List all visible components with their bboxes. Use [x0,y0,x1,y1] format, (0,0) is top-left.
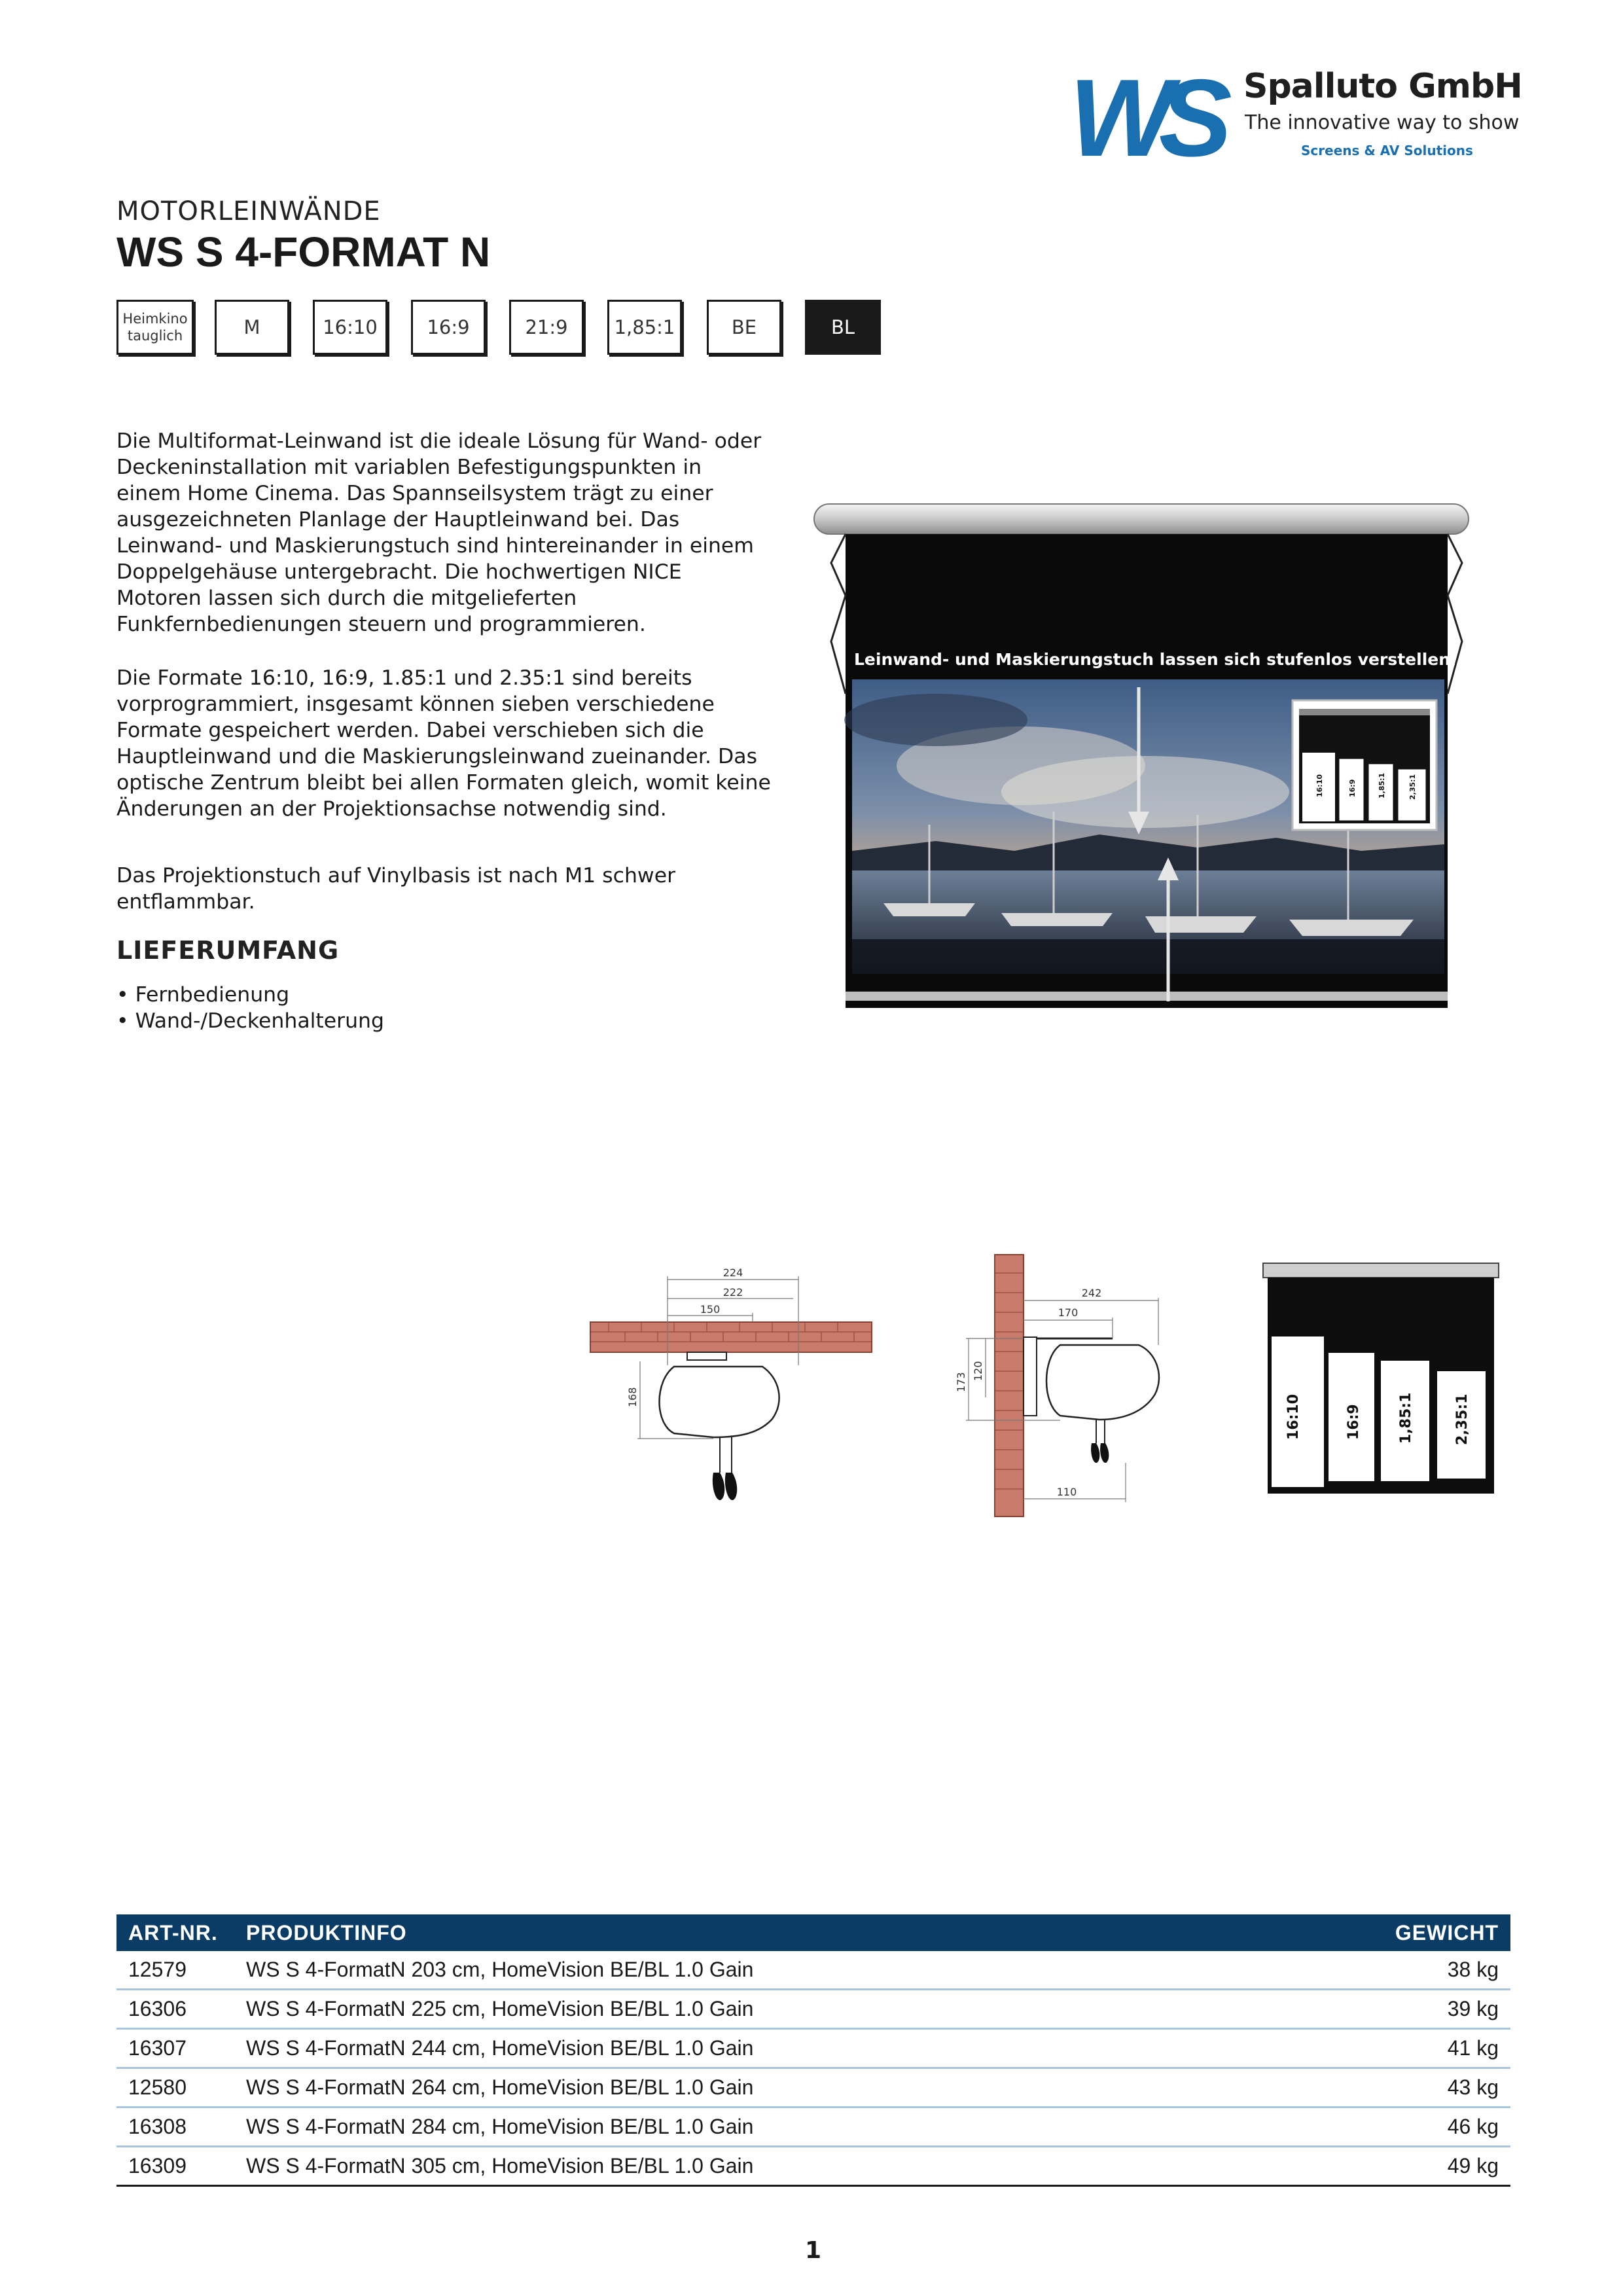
cell-weight: 43 kg [1347,2068,1510,2108]
badge-bl: BL [805,300,881,355]
company-tagline: The innovative way to show [1245,111,1520,134]
company-name: Spalluto GmbH [1243,67,1522,106]
header-art-nr: ART-NR. [116,1914,234,1951]
badge-16-10: 16:10 [313,300,387,355]
cell-weight: 41 kg [1347,2029,1510,2068]
inset-label: 16:9 [1348,779,1357,797]
photo-caption: Leinwand- und Maskierungstuch lassen sich stufenlos verstellen... [854,650,1469,669]
cell-weight: 39 kg [1347,1990,1510,2029]
cell-product-info: WS S 4-FormatN 264 cm, HomeVision BE/BL 1.0 Gain [234,2068,1347,2108]
dimension-label: 242 [1081,1287,1102,1299]
badge-21-9: 21:9 [509,300,584,355]
format-label: 2,35:1 [1454,1393,1471,1445]
badge-1-85-1: 1,85:1 [607,300,682,355]
wall-mount-drawing [929,1247,1178,1522]
dimension-label: 224 [722,1266,743,1279]
badge-heimkino-line2: tauglich [127,328,183,344]
screen-housing [814,504,1469,534]
cell-weight: 49 kg [1347,2147,1510,2186]
table-row [116,2108,1510,2147]
table-header-row [116,1914,1510,1951]
cell-product-info: WS S 4-FormatN 203 cm, HomeVision BE/BL 1.0 Gain [234,1951,1347,1990]
ceiling-mount-drawing [582,1250,877,1512]
table-row [116,1990,1510,2029]
cell-art-nr: 12580 [116,2068,234,2108]
delivery-heading: LIEFERUMFANG [116,936,340,965]
product-photo [805,484,1492,1047]
cell-weight: 46 kg [1347,2108,1510,2147]
format-label: 16:10 [1285,1393,1302,1440]
badge-heimkino-line1: Heimkino [122,311,188,327]
product-category: MOTORLEINWÄNDE [116,196,381,226]
delivery-list [116,982,384,1034]
product-title: WS S 4-FORMAT N [116,228,491,276]
dimension-label: 173 [955,1372,967,1392]
badge-m: M [215,300,289,355]
delivery-item: • Fernbedienung [116,982,384,1008]
cell-product-info: WS S 4-FormatN 284 cm, HomeVision BE/BL 1.0 Gain [234,2108,1347,2147]
cell-art-nr: 12579 [116,1951,234,1990]
cell-art-nr: 16306 [116,1990,234,2029]
header-weight: GEWICHT [1347,1914,1510,1951]
table-row [116,2068,1510,2108]
cell-art-nr: 16307 [116,2029,234,2068]
product-table [116,1914,1510,2187]
cell-product-info: WS S 4-FormatN 244 cm, HomeVision BE/BL 1.0 Gain [234,2029,1347,2068]
header-product-info: PRODUKTINFO [234,1914,1347,1951]
badge-16-9: 16:9 [411,300,486,355]
cell-product-info: WS S 4-FormatN 225 cm, HomeVision BE/BL 1.0 Gain [234,1990,1347,2029]
format-label: 1,85:1 [1398,1392,1414,1444]
table-row [116,2147,1510,2186]
table-row [116,2029,1510,2068]
format-label: 16:9 [1346,1404,1362,1440]
dimension-label: 222 [722,1286,743,1299]
badge-be: BE [707,300,781,355]
formats-drawing [1253,1250,1502,1505]
cell-art-nr: 16309 [116,2147,234,2186]
company-subline: Screens & AV Solutions [1301,143,1473,158]
dimension-label: 110 [1056,1486,1077,1498]
inset-label: 2,35:1 [1408,774,1417,800]
badge-heimkino [116,300,194,355]
description-paragraph-2: Die Formate 16:10, 16:9, 1.85:1 und 2.35:1 sind bereits vorprogrammiert, insgesamt können sieben verschiedene Formate gespeichert werden. Dabei verschieben sich die Hauptleinwand und die Maskierungsleinwand zueinander. Das optische Zentrum bleibt bei allen Formaten gleich, womit keine Änderungen an der Projektionsachse notwendig sind. [116,666,771,821]
table-row [116,1951,1510,1990]
cell-weight: 38 kg [1347,1951,1510,1990]
dimension-label: 120 [972,1361,984,1381]
cell-art-nr: 16308 [116,2108,234,2147]
delivery-item: • Wand-/Deckenhalterung [116,1008,384,1034]
page-number: 1 [805,2237,822,2264]
dimension-label: 168 [626,1387,639,1407]
cell-product-info: WS S 4-FormatN 305 cm, HomeVision BE/BL 1.0 Gain [234,2147,1347,2186]
inset-label: 1,85:1 [1378,772,1386,798]
inset-label: 16:10 [1315,774,1324,797]
description-paragraph-1: Die Multiformat-Leinwand ist die ideale Lösung für Wand- oder Deckeninstallation mit variablen Befestigungspunkten in einem Home Cinema. Das Spannseilsystem trägt zu einer ausgezeichneten Planlage der Hauptleinwand bei. Das Leinwand- und Maskierungstuch sind hintereinander in einem Doppelgehäuse untergebracht. Die hochwertigen NICE Motoren lassen sich durch die mitgelieferten Funkfernbedienungen steuern und programmieren. [116,429,762,636]
dimension-label: 170 [1058,1306,1079,1319]
logo-mark: WS [1069,64,1218,175]
dimension-label: 150 [700,1303,721,1316]
description-paragraph-3: Das Projektionstuch auf Vinylbasis ist nach M1 schwer entflammbar. [116,864,676,914]
